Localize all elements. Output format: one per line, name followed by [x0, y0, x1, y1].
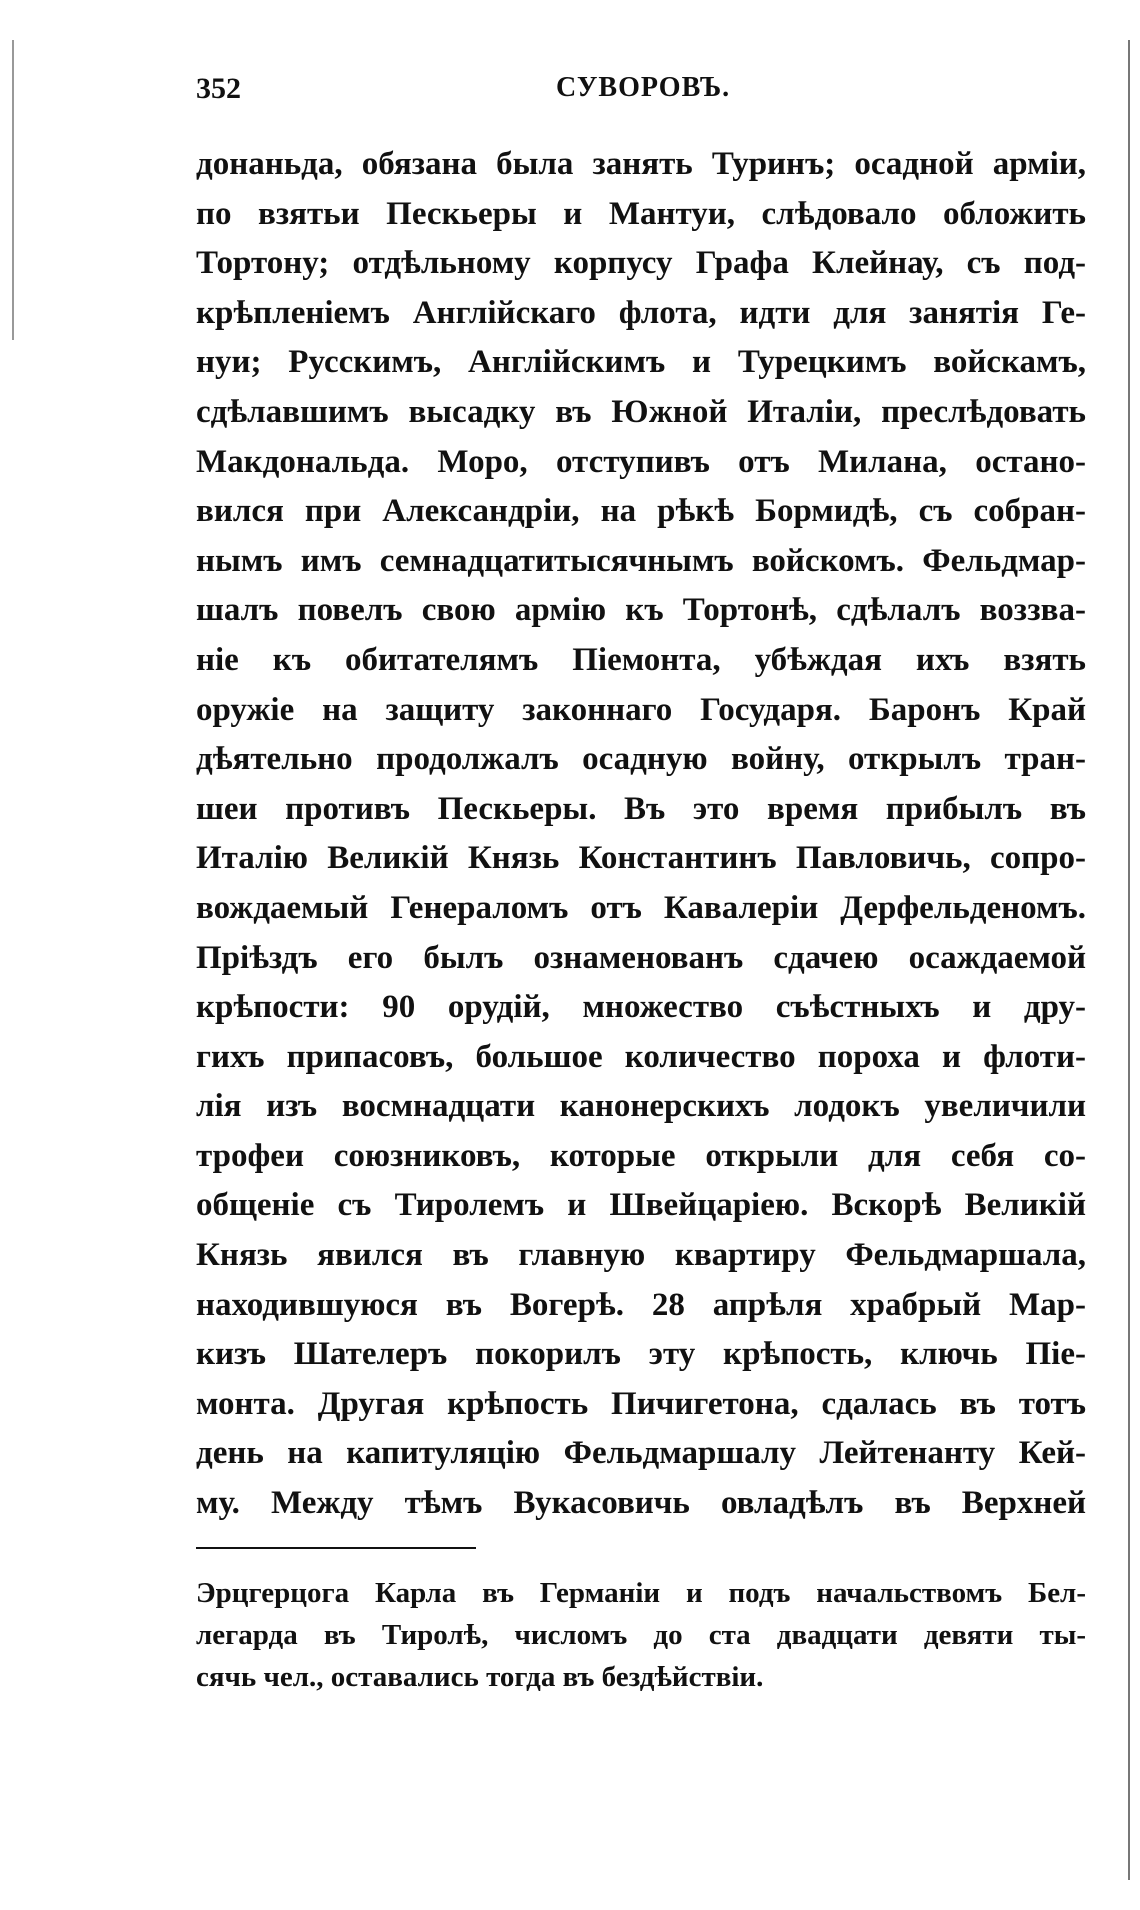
body-line: нуи; Русскимъ, Англійскимъ и Турецкимъ войскамъ, [196, 344, 1086, 381]
body-line: трофеи союзниковъ, которые открыли для себя со- [196, 1137, 1086, 1174]
body-line: ніе къ обитателямъ Піемонта, убѣждая ихъ взять [196, 641, 1086, 678]
body-line: находившуюся въ Вогерѣ. 28 апрѣля храбрый Мар- [196, 1286, 1086, 1323]
body-line: монта. Другая крѣпость Пичигетона, сдалась въ тотъ [196, 1385, 1086, 1422]
body-text [196, 140, 1086, 1529]
body-line: оружіе на защиту законнаго Государя. Баронъ Край [196, 691, 1086, 728]
body-line: донаньда, обязана была занять Туринъ; осадной арміи, [196, 146, 1086, 182]
body-line: му. Между тѣмъ Вукасовичь овладѣлъ въ Верхней [196, 1485, 1086, 1522]
body-line: общеніе съ Тиролемъ и Швейцаріею. Вскорѣ Великій [196, 1187, 1086, 1224]
body-line: шеи противъ Пескьеры. Въ это время прибылъ въ [196, 790, 1086, 827]
body-line: гихъ припасовъ, большое количество пороха и флоти- [196, 1038, 1086, 1075]
body-line: по взятьи Пескьеры и Мантуи, слѣдовало обложить [196, 195, 1086, 232]
footnote-line: Эрцгерцога Карла въ Германіи и подъ начальствомъ Бел- [196, 1577, 1086, 1609]
body-line: кизъ Шателеръ покорилъ эту крѣпость, ключь Піе- [196, 1336, 1086, 1373]
body-line: Тортону; отдѣльному корпусу Графа Клейнау, съ под- [196, 245, 1086, 282]
running-title: СУВОРОВЪ. [556, 72, 731, 103]
body-line: день на капитуляцію Фельдмаршалу Лейтенанту Кей- [196, 1435, 1086, 1472]
footnote [196, 1572, 1086, 1698]
body-line: лія изъ восмнадцати канонерскихъ лодокъ увеличили [196, 1088, 1086, 1125]
page-header [196, 72, 1086, 112]
body-line: Пріѣздъ его былъ ознаменованъ сдачею осаждаемой [196, 939, 1086, 976]
body-line: Князь явился въ главную квартиру Фельдмаршала, [196, 1237, 1086, 1274]
scan-edge-line-left [12, 40, 14, 340]
body-line: шалъ повелъ свою армію къ Тортонѣ, сдѣлалъ воззва- [196, 592, 1086, 629]
body-line: вился при Александріи, на рѣкѣ Бормидѣ, съ собран- [196, 493, 1086, 530]
body-line: вождаемый Генераломъ отъ Кавалеріи Дерфельденомъ. [196, 889, 1086, 926]
body-line: сдѣлавшимъ высадку въ Южной Италіи, преслѣдовать [196, 393, 1086, 430]
body-line: нымъ имъ семнадцатитысячнымъ войскомъ. Фельдмар- [196, 542, 1086, 579]
body-line: Макдональда. Моро, отступивъ отъ Милана, остано- [196, 443, 1086, 480]
footnote-line: легарда въ Тиролѣ, числомъ до ста двадцати девяти ты- [196, 1619, 1086, 1651]
scan-edge-line [1128, 40, 1130, 1880]
footnote-rule [196, 1547, 476, 1549]
body-line: Италію Великій Князь Константинъ Павловичь, сопро- [196, 840, 1086, 877]
body-line: крѣпости: 90 орудій, множество съѣстныхъ и дру- [196, 989, 1086, 1026]
body-line: крѣпленіемъ Англійскаго флота, идти для занятія Ге- [196, 294, 1086, 331]
page-number: 352 [196, 72, 241, 105]
footnote-line: сячь чел., оставались тогда въ бездѣйствіи. [196, 1661, 764, 1693]
body-line: дѣятельно продолжалъ осадную войну, открылъ тран- [196, 741, 1086, 778]
